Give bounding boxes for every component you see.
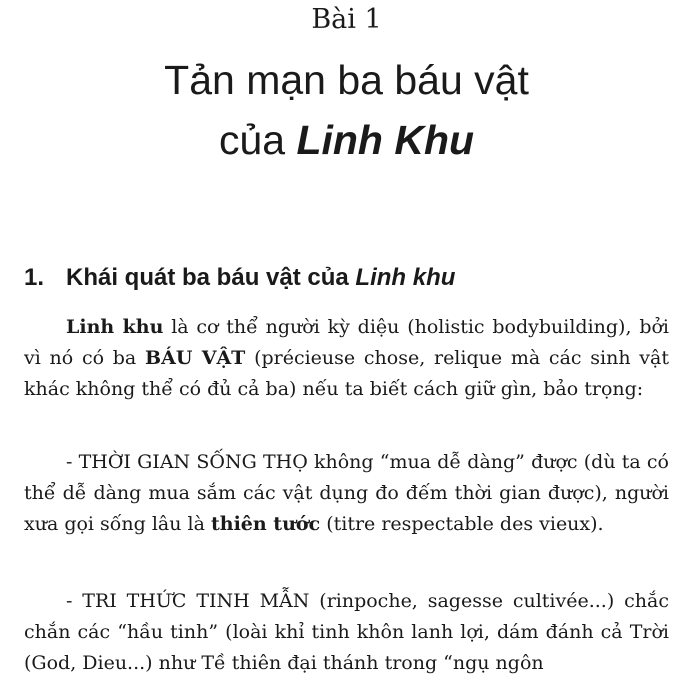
lesson-number: Bài 1 [311, 4, 382, 35]
section-title: Khái quát ba báu vật của [66, 264, 356, 291]
chapter-title-prefix: của [218, 117, 297, 163]
paragraph-1 [24, 312, 669, 405]
term-thien-tuoc: thiên tước [210, 513, 321, 535]
paragraph-3 [24, 586, 669, 679]
paragraph-2-text-a: - THỜI GIAN SỐNG THỌ không “mua dễ dàng” được (dù ta có thể dễ dàng mua sắm các vật dụng đo đếm thời gian được), người xưa gọi sống lâu là [24, 451, 669, 535]
paragraph-2 [24, 447, 669, 540]
term-bau-vat: BÁU VẬT [145, 347, 246, 369]
section-number: 1. [24, 264, 45, 291]
paragraph-3-text: - TRI THỨC TINH MẪN (rinpoche, sagesse cultivée...) chắc chắn các “hầu tinh” (loài khỉ tinh khôn lanh lợi, dám đánh cả Trời (God, Dieu...) như Tề thiên đại thánh trong “ngụ ngôn [24, 590, 669, 674]
chapter-title-emphasis: Linh Khu [296, 117, 475, 163]
chapter-title-line2 [0, 110, 693, 170]
section-title-emphasis: Linh khu [355, 264, 456, 291]
paragraph-2-text-b: (titre respectable des vieux). [320, 513, 604, 535]
chapter-title-line1: Tản mạn ba báu vật [164, 57, 529, 103]
section-heading [24, 261, 673, 295]
paragraph-1-text-a: là cơ thể người kỳ diệu (holistic bodybuilding), bởi vì nó có ba [24, 316, 669, 369]
chapter-title [0, 50, 693, 170]
paragraph-1-text-b: (précieuse chose, relique mà các sinh vật khác không thể có đủ cả ba) nếu ta biết cách giữ gìn, bảo trọng: [24, 347, 670, 400]
term-linh-khu: Linh khu [66, 316, 164, 338]
